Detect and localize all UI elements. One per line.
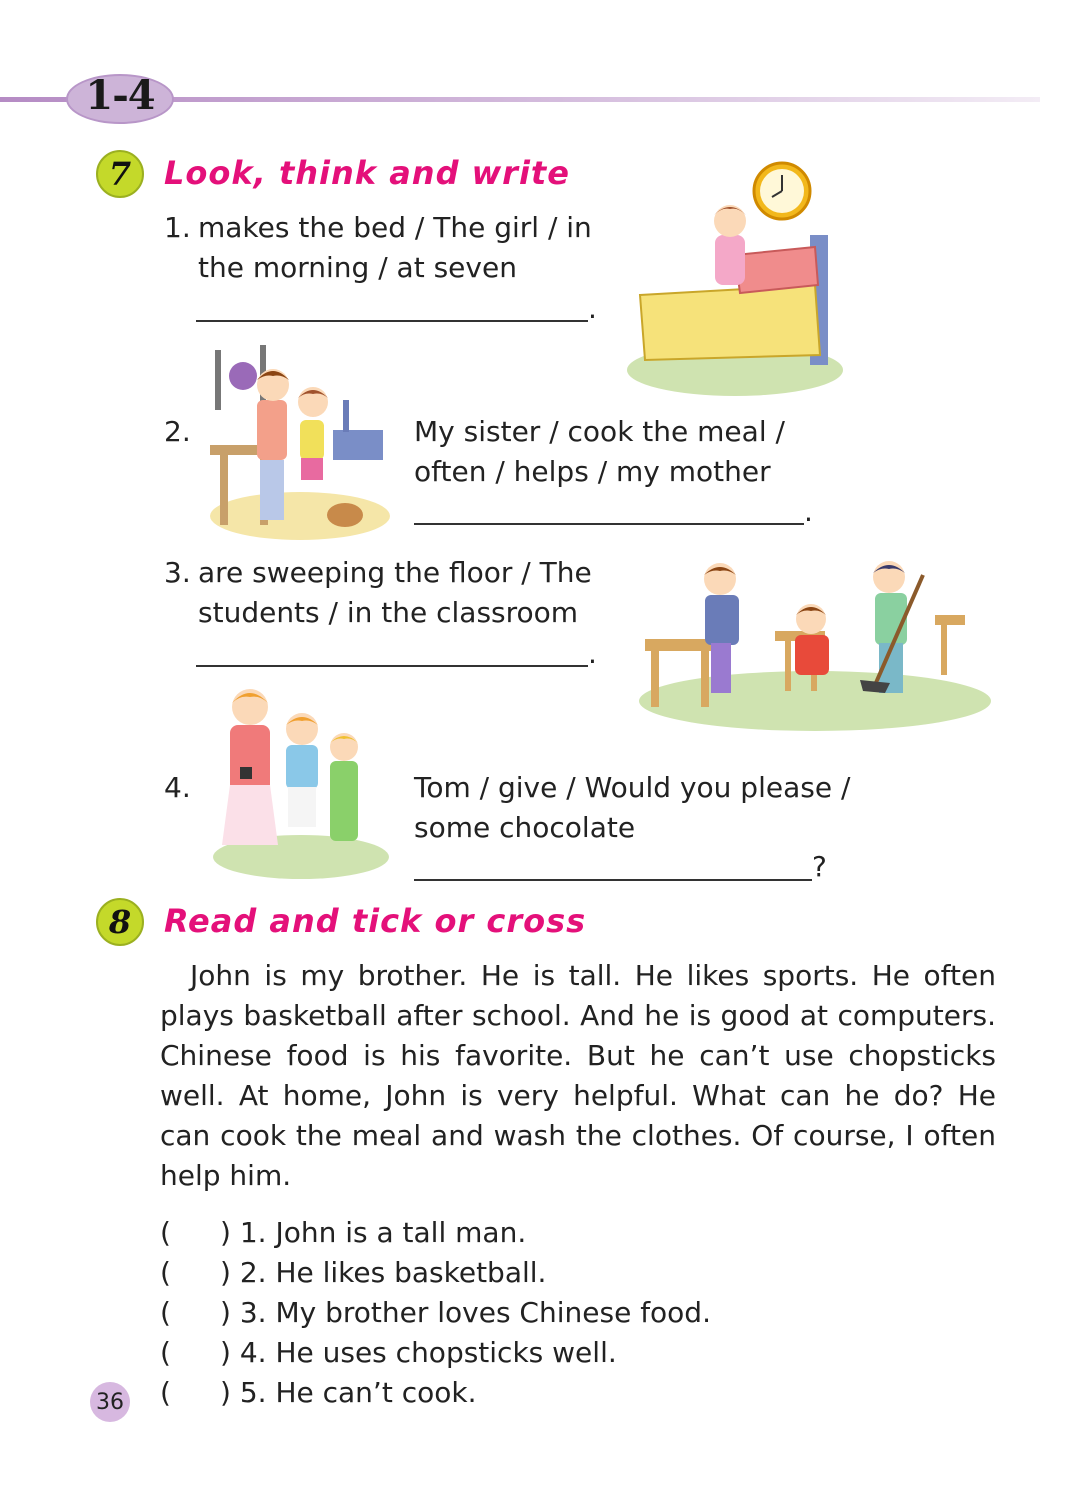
item-3-line-2: students / in the classroom	[198, 596, 579, 629]
item-2-line-2: often / helps / my mother	[414, 455, 771, 488]
statement-row-2[interactable]	[160, 1253, 546, 1293]
answer-paren-3: (	[160, 1296, 171, 1329]
item-4-line-1: Tom / give / Would you please /	[414, 771, 851, 804]
page-number: 36	[90, 1382, 130, 1422]
item-3-number: 3.	[164, 556, 191, 589]
answer-paren-1: (	[160, 1216, 171, 1249]
statement-row-1[interactable]	[160, 1213, 526, 1253]
item-3-answer-blank[interactable]	[196, 665, 588, 667]
unit-label: 1-4	[85, 72, 155, 119]
section-8-title: Read and tick or cross	[164, 902, 587, 940]
statement-text-2: ) 2. He likes basketball.	[220, 1256, 547, 1289]
reading-paragraph: John is my brother. He is tall. He likes sports. He often plays basketball after school. And he is good at computers. Chinese food is his favorite. But he can’t use chopsticks well. At home, John is very helpful. What can he do? He can cook the meal and wash the clothes. Of course, I often help him.	[160, 959, 996, 1192]
item-1-end-mark: .	[588, 292, 597, 325]
students-sweeping-classroom-illustration	[635, 555, 995, 735]
item-1-line-1: makes the bed / The girl / in	[198, 211, 592, 244]
statement-text-5: ) 5. He can’t cook.	[220, 1376, 477, 1409]
item-4-answer-blank[interactable]	[414, 879, 812, 881]
statement-text-4: ) 4. He uses chopsticks well.	[220, 1336, 617, 1369]
answer-paren-2: (	[160, 1256, 171, 1289]
item-1-number: 1.	[164, 211, 191, 244]
statement-text-3: ) 3. My brother loves Chinese food.	[220, 1296, 711, 1329]
item-4-line-2: some chocolate	[414, 811, 636, 844]
item-2-answer-blank[interactable]	[414, 523, 804, 525]
item-2-line-1: My sister / cook the meal /	[414, 415, 785, 448]
statement-row-5[interactable]	[160, 1373, 476, 1413]
section-8-number: 8	[96, 898, 144, 946]
item-1-answer-blank[interactable]	[196, 320, 588, 322]
item-3-end-mark: .	[588, 637, 597, 670]
answer-paren-5: (	[160, 1376, 171, 1409]
section-7-number: 7	[96, 150, 144, 198]
item-1-line-2: the morning / at seven	[198, 251, 517, 284]
mother-and-sister-cooking-illustration	[205, 340, 395, 546]
item-2-end-mark: .	[804, 495, 813, 528]
answer-paren-4: (	[160, 1336, 171, 1369]
mother-and-children-illustration	[208, 685, 394, 885]
section-7-title: Look, think and write	[164, 154, 570, 192]
item-4-end-mark: ?	[812, 850, 827, 883]
item-4-number: 4.	[164, 771, 191, 804]
girl-making-bed-illustration	[620, 155, 850, 400]
statement-row-3[interactable]	[160, 1293, 711, 1333]
statement-row-4[interactable]	[160, 1333, 617, 1373]
item-2-number: 2.	[164, 415, 191, 448]
statement-text-1: ) 1. John is a tall man.	[220, 1216, 527, 1249]
item-3-line-1: are sweeping the floor / The	[198, 556, 592, 589]
